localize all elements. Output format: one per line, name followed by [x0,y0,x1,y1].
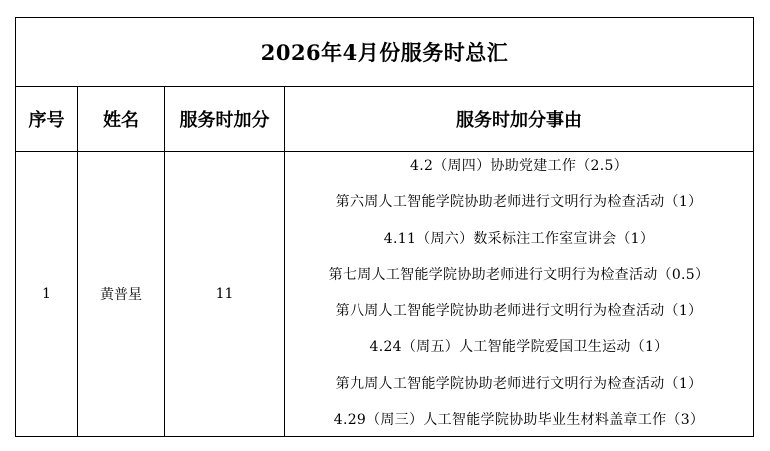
list-item: 第六周人工智能学院协助老师进行文明行为检查活动（1） [335,194,703,211]
header-row [16,87,754,152]
table-row [16,152,754,437]
list-item: 4.29（周三）人工智能学院协助毕业生材料盖章工作（3） [333,411,705,428]
service-hours-table [15,17,754,437]
cell-index: 1 [16,152,78,437]
list-item: 第八周人工智能学院协助老师进行文明行为检查活动（1） [335,303,703,320]
cell-reasons [285,152,754,437]
header-name: 姓名 [78,87,165,152]
title-row [16,18,754,87]
header-index: 序号 [16,87,78,152]
list-item: 4.24（周五）人工智能学院爱国卫生运动（1） [369,339,669,356]
list-item: 4.11（周六）数采标注工作室宣讲会（1） [383,230,655,247]
cell-name: 黄普星 [78,152,165,437]
header-points: 服务时加分 [165,87,285,152]
list-item: 第九周人工智能学院协助老师进行文明行为检查活动（1） [335,375,703,392]
cell-points: 11 [165,152,285,437]
table-title: 2026年4月份服务时总汇 [16,18,754,87]
list-item: 第七周人工智能学院协助老师进行文明行为检查活动（0.5） [328,266,710,283]
header-reasons: 服务时加分事由 [285,87,754,152]
reasons-list [285,152,753,436]
list-item: 4.2（周四）协助党建工作（2.5） [410,158,628,174]
